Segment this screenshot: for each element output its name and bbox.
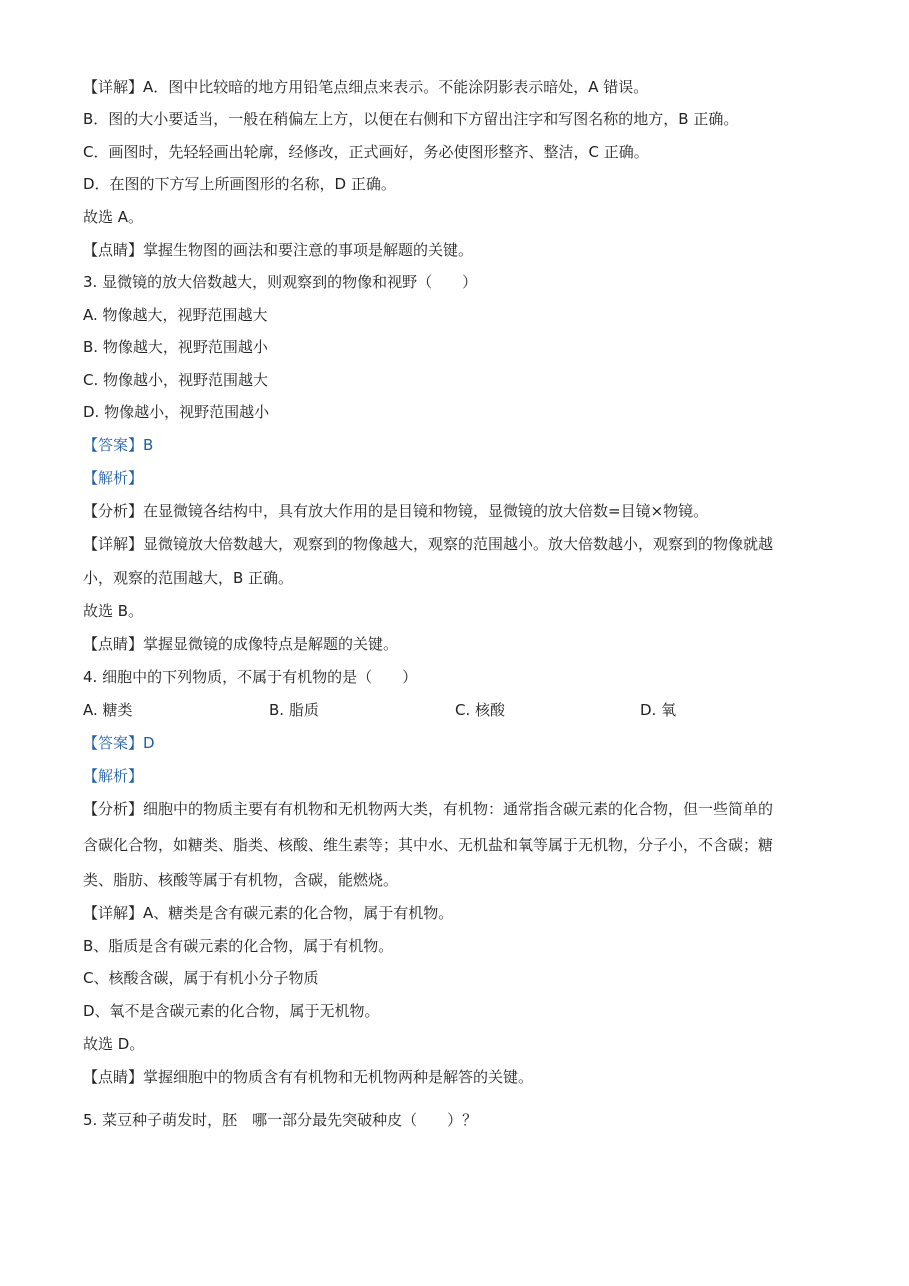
q4-detail-a: 【详解】A、糖类是含有碳元素的化合物，属于有机物。 xyxy=(83,904,454,922)
q4-detail-b: B、脂质是含有碳元素的化合物，属于有机物。 xyxy=(83,937,394,955)
q4-options-row xyxy=(83,699,863,721)
q4-analysis-line2: 含碳化合物，如糖类、脂类、核酸、维生素等；其中水、无机盐和氧等属于无机物，分子小，不含碳；糖 xyxy=(83,836,774,854)
q3-analysis-tag: 【解析】 xyxy=(83,469,144,487)
q4-analysis-line3: 类、脂肪、核酸等属于有机物，含碳，能燃烧。 xyxy=(83,871,399,889)
q3-answer: 【答案】B xyxy=(83,436,154,454)
q3-comment: 【点睛】掌握显微镜的成像特点是解题的关键。 xyxy=(83,635,399,653)
q4-analysis-tag: 【解析】 xyxy=(83,767,144,785)
q4-stem: 4. 细胞中的下列物质，不属于有机物的是（ ） xyxy=(83,668,418,686)
q4-option-a: A. 糖类 xyxy=(83,701,133,719)
q3-choose: 故选 B。 xyxy=(83,602,144,620)
q4-choose: 故选 D。 xyxy=(83,1035,145,1053)
q3-detail-line2: 小，观察的范围越大，B 正确。 xyxy=(83,569,294,587)
q4-analysis-line1: 【分析】细胞中的物质主要有有机物和无机物两大类，有机物：通常指含碳元素的化合物，但一些简单的 xyxy=(83,800,774,818)
q3-detail-line1: 【详解】显微镜放大倍数越大，观察到的物像越大，观察的范围越小。放大倍数越小，观察到的物像就越 xyxy=(83,535,774,553)
q2-choose: 故选 A。 xyxy=(83,208,144,226)
q3-option-d: D. 物像越小，视野范围越小 xyxy=(83,403,270,421)
q4-comment: 【点睛】掌握细胞中的物质含有有机物和无机物两种是解答的关键。 xyxy=(83,1068,534,1086)
q4-answer: 【答案】D xyxy=(83,734,155,752)
q2-detail-d: D．在图的下方写上所画图形的名称，D 正确。 xyxy=(83,175,396,193)
q4-detail-c: C、核酸含碳，属于有机小分子物质 xyxy=(83,969,319,987)
q3-option-b: B. 物像越大，视野范围越小 xyxy=(83,338,268,356)
q2-detail-b: B．图的大小要适当，一般在稍偏左上方，以便在右侧和下方留出注字和写图名称的地方，B 正确。 xyxy=(83,110,739,128)
q3-analysis: 【分析】在显微镜各结构中，具有放大作用的是目镜和物镜，显微镜的放大倍数=目镜×物镜。 xyxy=(83,502,709,520)
q4-option-d: D. 氧 xyxy=(640,701,677,719)
q4-option-b: B. 脂质 xyxy=(269,701,319,719)
q3-option-a: A. 物像越大，视野范围越大 xyxy=(83,306,268,324)
q4-option-c: C. 核酸 xyxy=(455,701,506,719)
q5-stem: 5. 菜豆种子萌发时，胚 哪一部分最先突破种皮（ ）？ xyxy=(83,1111,478,1129)
q2-detail-a: 【详解】A．图中比较暗的地方用铅笔点细点来表示。不能涂阴影表示暗处，A 错误。 xyxy=(83,78,649,96)
q3-option-c: C. 物像越小，视野范围越大 xyxy=(83,371,269,389)
q4-detail-d: D、氧不是含碳元素的化合物，属于无机物。 xyxy=(83,1002,380,1020)
q3-stem: 3. 显微镜的放大倍数越大，则观察到的物像和视野（ ） xyxy=(83,273,478,291)
q2-comment: 【点睛】掌握生物图的画法和要注意的事项是解题的关键。 xyxy=(83,241,474,259)
q2-detail-c: C．画图时，先轻轻画出轮廓，经修改，正式画好，务必使图形整齐、整洁，C 正确。 xyxy=(83,143,649,161)
